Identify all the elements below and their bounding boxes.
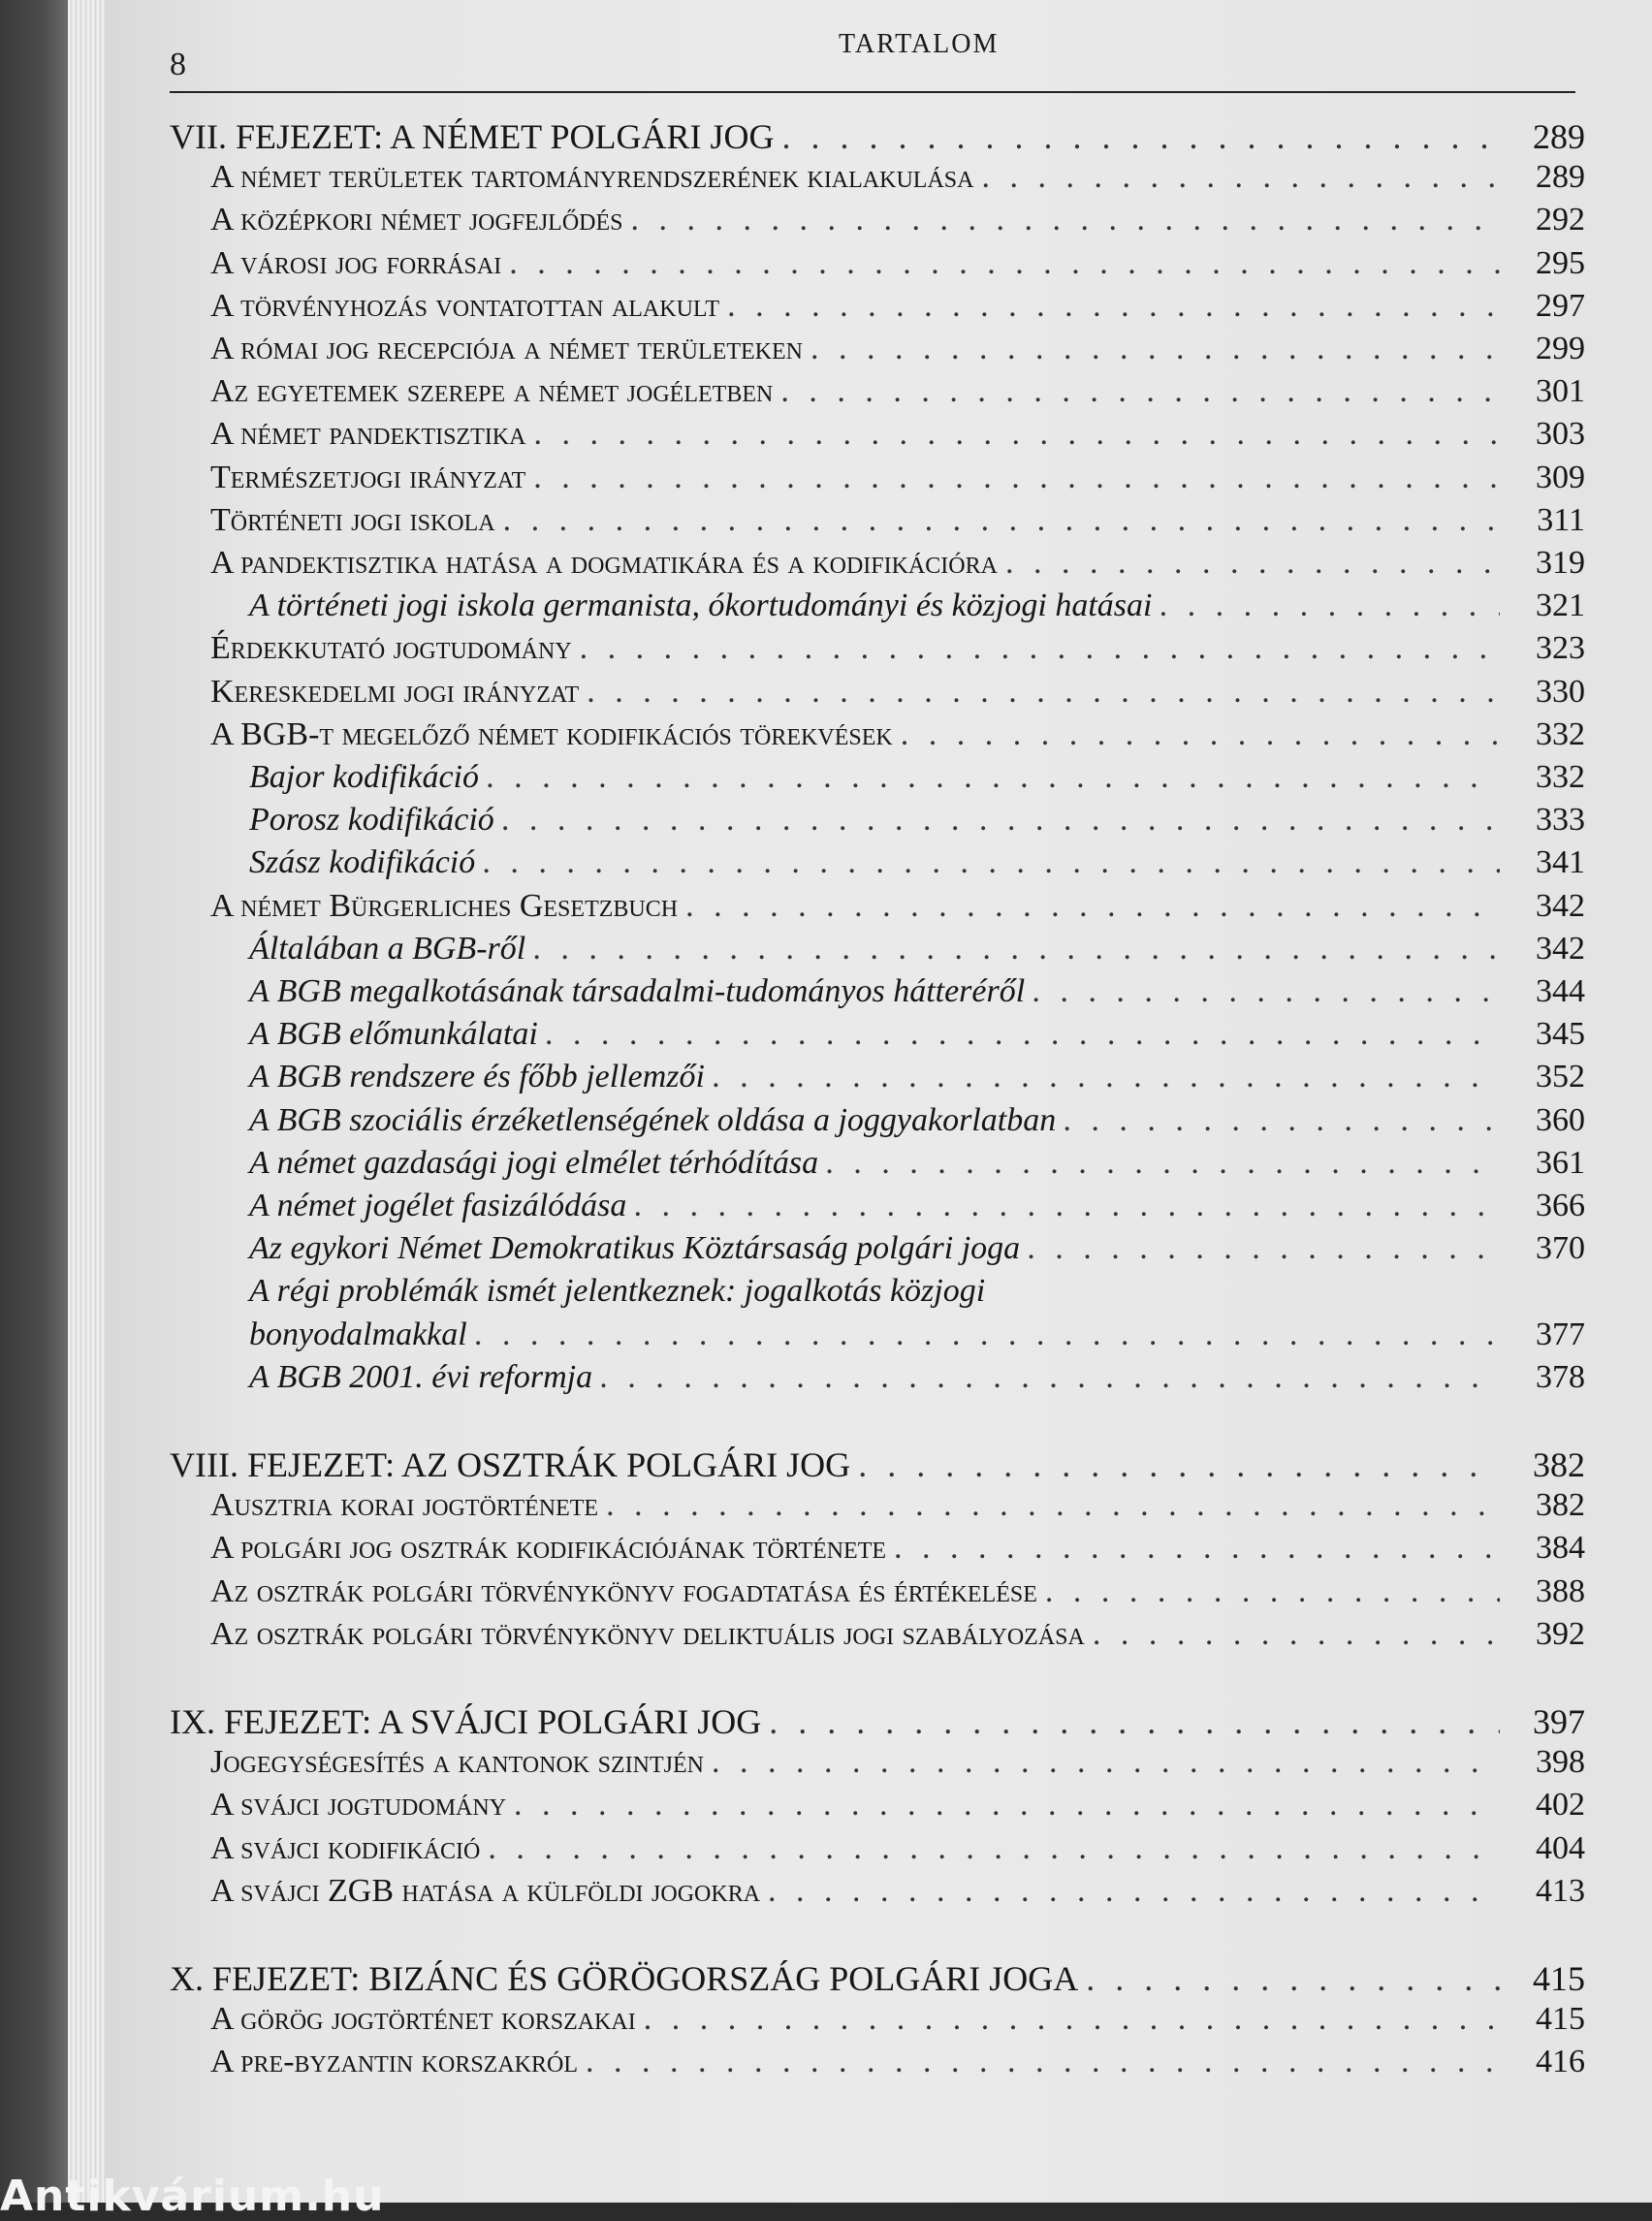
toc-entry-title: A BGB szociális érzéketlenségének oldása a joggyakorlatban: [249, 1101, 1057, 1138]
dot-leader: [533, 460, 1500, 496]
toc-entry-title: Kereskedelmi jogi irányzat: [210, 673, 580, 710]
dot-leader: [685, 888, 1500, 925]
toc-page-number: 292: [1536, 202, 1585, 238]
dot-leader: [509, 245, 1500, 282]
toc-entry: [210, 331, 1585, 367]
toc-page-number: 311: [1537, 501, 1585, 538]
toc-page-number: 415: [1536, 2001, 1585, 2038]
toc-page-number: 398: [1536, 1744, 1585, 1781]
toc-page-number: 323: [1536, 630, 1585, 667]
book-gutter-shadow: [0, 0, 68, 2203]
toc-entry-title: Történeti jogi iskola: [210, 501, 495, 538]
toc-entry-title: VIII. FEJEZET: AZ OSZTRÁK POLGÁRI JOG: [170, 1445, 851, 1484]
toc-entry: [210, 288, 1585, 325]
running-title: TARTALOM: [839, 29, 1000, 59]
toc-page-number: 303: [1536, 416, 1585, 453]
toc-entry-title: Porosz kodifikáció: [249, 802, 494, 839]
toc-entry-title: A német pandektisztika: [210, 416, 526, 453]
toc-entry: [210, 202, 1585, 238]
toc-entry-title: A svájci jogtudomány: [210, 1787, 507, 1824]
toc-page-number: 297: [1536, 287, 1585, 324]
toc-entry: [210, 1487, 1585, 1524]
toc-page-number: 344: [1536, 973, 1585, 1009]
toc-entry-title: Jogegységesítés a kantonok szintjén: [210, 1744, 704, 1781]
toc-page-number: 413: [1536, 1872, 1585, 1909]
dot-leader: [1086, 1958, 1500, 1999]
dot-leader: [502, 802, 1500, 839]
dot-leader: [587, 674, 1500, 711]
toc-entry-title: A BGB-t megelőző német kodifikációs törekvések: [210, 715, 893, 752]
dot-leader: [606, 1487, 1500, 1524]
toc-entry-title: Szász kodifikáció: [249, 844, 476, 881]
toc-entry: [210, 674, 1585, 711]
toc-entry: [249, 1317, 1585, 1353]
dot-leader: [769, 1701, 1500, 1742]
dot-leader: [483, 844, 1500, 881]
page-number: 8: [170, 47, 186, 82]
toc-entry: [249, 587, 1585, 624]
toc-page-number: 341: [1536, 844, 1585, 881]
toc-page-number: 402: [1536, 1787, 1585, 1824]
toc-entry-title: A görög jogtörténet korszakai: [210, 2001, 636, 2038]
toc-entry-title: Általában a BGB-ről: [249, 930, 526, 967]
toc-entry-title: A középkori német jogfejlődés: [210, 202, 623, 238]
dot-leader: [1028, 1230, 1500, 1267]
toc-page-number: 301: [1536, 373, 1585, 410]
toc-entry: [249, 973, 1585, 1010]
toc-entry: [210, 888, 1585, 925]
toc-entry: [249, 1359, 1585, 1396]
toc-page-number: 384: [1536, 1530, 1585, 1567]
toc-entry-title: IX. FEJEZET: A SVÁJCI POLGÁRI JOG: [170, 1702, 762, 1741]
toc-entry-title: A BGB megalkotásának társadalmi-tudományos hátteréről: [249, 973, 1026, 1009]
dot-leader: [487, 759, 1500, 796]
toc-entry-title: Érdekkutató jogtudomány: [210, 630, 572, 667]
toc-entry: [210, 1573, 1585, 1610]
toc-entry-title: A BGB előmunkálatai: [249, 1016, 538, 1053]
toc-page-number: 295: [1536, 244, 1585, 281]
toc-entry: [210, 159, 1585, 196]
toc-entry: [210, 502, 1585, 539]
dot-leader: [503, 502, 1500, 539]
toc-page-number: 377: [1536, 1316, 1585, 1352]
toc-page-number: 342: [1536, 930, 1585, 967]
dot-leader: [644, 2001, 1500, 2038]
toc-page-number: 388: [1536, 1572, 1585, 1609]
toc-entry: [210, 373, 1585, 410]
toc-entry-title: Ausztria korai jogtörténete: [210, 1487, 599, 1524]
toc-entry-title: Az egyetemek szerepe a német jogéletben: [210, 373, 774, 410]
dot-leader: [901, 716, 1500, 753]
toc-entry-title: Az osztrák polgári törvénykönyv deliktuális jogi szabályozása: [210, 1615, 1085, 1652]
dot-leader: [858, 1444, 1500, 1485]
dot-leader: [631, 202, 1500, 238]
toc-page-number: 345: [1536, 1016, 1585, 1053]
toc-entry: [249, 844, 1585, 881]
toc-entry-title: bonyodalmakkal: [249, 1316, 467, 1352]
toc-entry: [249, 1059, 1585, 1095]
header-rule: [170, 91, 1575, 93]
toc-entry-title: A német jogélet fasizálódása: [249, 1188, 627, 1223]
dot-leader: [782, 116, 1500, 157]
toc-entry-title: Az egykori Német Demokratikus Köztársaság polgári joga: [249, 1230, 1021, 1267]
toc-entry: [210, 1873, 1585, 1910]
toc-entry-title: A német területek tartományrendszerének kialakulása: [210, 159, 974, 196]
dot-leader: [634, 1188, 1500, 1224]
dot-leader: [1093, 1616, 1500, 1653]
dot-leader: [981, 159, 1500, 196]
dot-leader: [533, 931, 1500, 968]
toc-page-number: 319: [1536, 545, 1585, 581]
toc-entry-title: VII. FEJEZET: A NÉMET POLGÁRI JOG: [170, 117, 775, 156]
toc-entry-title: X. FEJEZET: BIZÁNC ÉS GÖRÖGORSZÁG POLGÁRI JOGA: [170, 1959, 1079, 1998]
dot-leader: [768, 1873, 1500, 1910]
toc-entry: [249, 1230, 1585, 1267]
toc-entry-title: A svájci kodifikáció: [210, 1829, 481, 1866]
dot-leader: [810, 331, 1500, 367]
toc-chapter: [170, 116, 1585, 157]
dot-leader: [580, 630, 1500, 667]
toc-entry: [249, 931, 1585, 968]
toc-entry: [249, 1102, 1585, 1139]
toc-page-number: 289: [1536, 159, 1585, 196]
dot-leader: [586, 2044, 1500, 2080]
toc-page-number: 332: [1536, 715, 1585, 752]
toc-entry: [210, 2001, 1585, 2038]
toc-entry-title: A városi jog forrásai: [210, 244, 502, 281]
toc-page-number: 360: [1536, 1101, 1585, 1138]
toc-entry: [210, 416, 1585, 453]
toc-entry: [210, 545, 1585, 582]
toc-entry-title: A törvényhozás vontatottan alakult: [210, 287, 720, 324]
toc-entry-title: Az osztrák polgári törvénykönyv fogadtatása és értékelése: [210, 1572, 1037, 1609]
toc-entry: [210, 630, 1585, 667]
toc-entry-title: A német Bürgerliches Gesetzbuch: [210, 887, 679, 924]
dot-leader: [533, 416, 1500, 453]
toc-entry-title: A római jog recepciója a német területeken: [210, 331, 803, 366]
dot-leader: [826, 1145, 1500, 1182]
toc-page-number: 342: [1536, 887, 1585, 924]
dot-leader: [727, 288, 1500, 325]
toc-entry: [210, 1744, 1585, 1781]
toc-page-number: 366: [1536, 1188, 1585, 1223]
toc-entry-title: Bajor kodifikáció: [249, 759, 480, 795]
dot-leader: [475, 1317, 1500, 1353]
toc-page-number: 289: [1533, 117, 1585, 156]
toc-chapter: [170, 1444, 1585, 1485]
dot-leader: [1064, 1102, 1500, 1139]
toc-page-number: 378: [1536, 1358, 1585, 1395]
toc-page-number: 382: [1536, 1487, 1585, 1524]
dot-leader: [600, 1359, 1500, 1396]
toc-entry-title: A BGB 2001. évi reformja: [249, 1358, 593, 1395]
toc-entry-title: A BGB rendszere és főbb jellemzői: [249, 1059, 705, 1095]
toc-entry: [210, 1830, 1585, 1867]
toc-entry-title: A német gazdasági jogi elmélet térhódítása: [249, 1144, 819, 1181]
toc-page-number: 404: [1536, 1829, 1585, 1866]
toc-page-number: 309: [1536, 459, 1585, 495]
dot-leader: [780, 373, 1500, 410]
toc-entry: [210, 1530, 1585, 1567]
toc-entry: [249, 1145, 1585, 1182]
toc-entry: [249, 1188, 1585, 1224]
toc-page-number: 321: [1536, 587, 1585, 624]
dot-leader: [712, 1744, 1500, 1781]
toc-entry: [210, 245, 1585, 282]
toc-page-number: 382: [1533, 1445, 1585, 1484]
toc-page-number: 332: [1536, 759, 1585, 795]
toc-chapter: [170, 1958, 1585, 1999]
dot-leader: [1005, 545, 1500, 582]
toc-page-number: 370: [1536, 1230, 1585, 1267]
toc-entry: [210, 2044, 1585, 2080]
dot-leader: [713, 1059, 1500, 1095]
page-edges: [68, 0, 107, 2203]
toc-page-number: 299: [1536, 331, 1585, 366]
toc-entry: [249, 802, 1585, 839]
toc-entry-title: A polgári jog osztrák kodifikációjának története: [210, 1530, 887, 1567]
toc-page-number: 415: [1533, 1959, 1585, 1998]
toc-entry: [210, 1616, 1585, 1653]
toc-entry: [249, 1016, 1585, 1053]
dot-leader: [1160, 587, 1500, 624]
toc-page-number: 361: [1536, 1144, 1585, 1181]
dot-leader: [894, 1530, 1500, 1567]
toc-entry: [210, 1787, 1585, 1824]
toc-page-number: 330: [1536, 673, 1585, 710]
toc-page-number: 397: [1533, 1702, 1585, 1741]
toc-entry-title: A pandektisztika hatása a dogmatikára és a kodifikációra: [210, 545, 998, 581]
dot-leader: [488, 1830, 1500, 1867]
toc-page-number: 352: [1536, 1059, 1585, 1095]
toc-chapter: [170, 1701, 1585, 1742]
toc-entry-title: A régi problémák ismét jelentkeznek: jogalkotás közjogi: [249, 1273, 986, 1310]
toc-page-number: 416: [1536, 2044, 1585, 2080]
watermark-text: Antikvárium.hu: [0, 2172, 385, 2221]
toc-entry-title: A svájci ZGB hatása a külföldi jogokra: [210, 1872, 761, 1909]
toc-page-number: 333: [1536, 802, 1585, 839]
toc-entry: [249, 759, 1585, 796]
toc-entry: [210, 716, 1585, 753]
dot-leader: [1032, 973, 1500, 1010]
toc-entry-title: A pre-byzantin korszakról: [210, 2044, 579, 2080]
dot-leader: [546, 1016, 1500, 1053]
page-header: [170, 29, 1575, 97]
toc-page-number: 392: [1536, 1615, 1585, 1652]
dot-leader: [1045, 1573, 1500, 1610]
dot-leader: [514, 1787, 1500, 1824]
toc-entry: [210, 460, 1585, 496]
toc-entry-title: A történeti jogi iskola germanista, ókortudományi és közjogi hatásai: [249, 587, 1153, 624]
toc-entry-title: Természetjogi irányzat: [210, 459, 526, 495]
